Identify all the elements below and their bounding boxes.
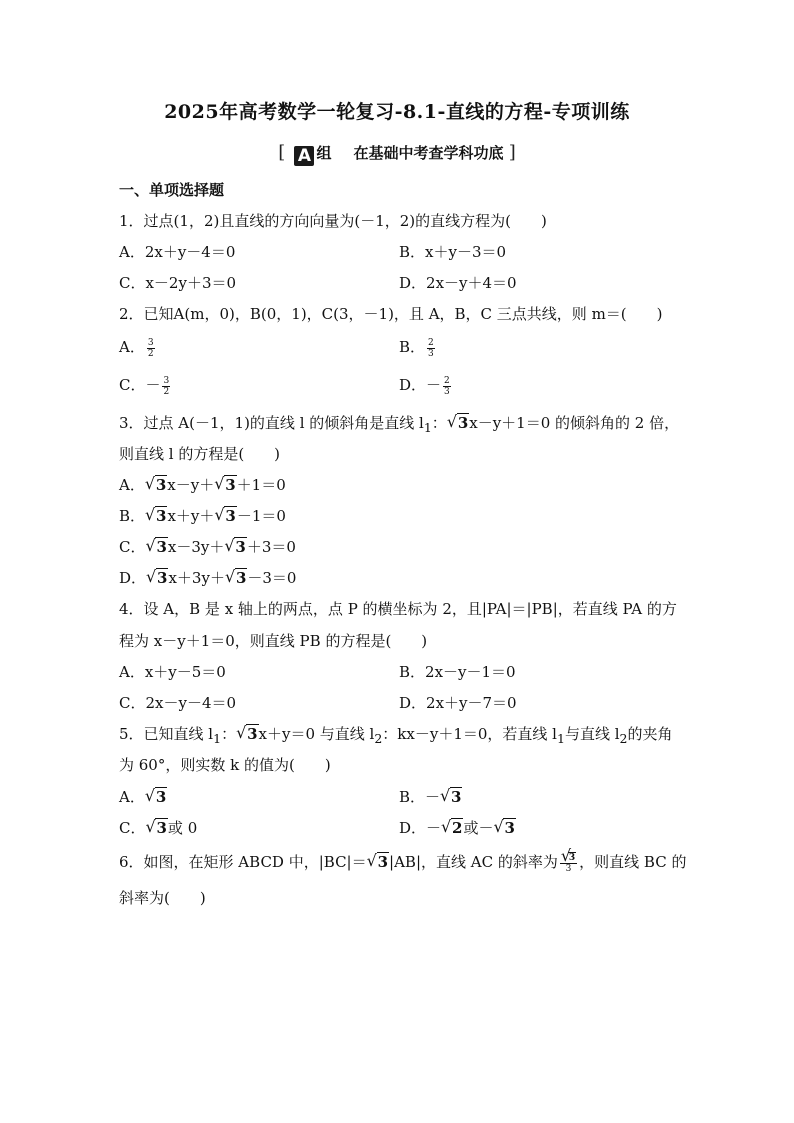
- question-5-stem: [119, 723, 672, 746]
- sqrt: [494, 819, 515, 837]
- question-4-option-d: D．2x＋y－7＝0: [399, 694, 517, 712]
- option-text: －1＝0: [236, 507, 286, 525]
- question-5-stem-line-2: 为 60°，则实数 k 的值为( ): [119, 756, 331, 774]
- question-1-stem: 1．过点(1，2)且直线的方向向量为(－1，2)的直线方程为( ): [119, 212, 547, 230]
- group-description: 在基础中考查学科功底: [353, 144, 504, 162]
- subscript: 1: [423, 420, 432, 435]
- question-1-option-b: B．x＋y－3＝0: [399, 243, 507, 261]
- radicand: 3: [377, 853, 389, 871]
- option-label: A．: [119, 338, 145, 356]
- question-4-stem: 4．设 A，B 是 x 轴上的两点，点 P 的横坐标为 2，且|PA|＝|PB|，若直线 PA 的方: [119, 600, 677, 618]
- q2-stem-part: A(m，0)，B(0，1)，C(3，－1)，且 A，B，C 三点共线，则 m＝( ): [173, 305, 663, 323]
- radicand: 3: [156, 507, 167, 525]
- q2-stem-part: 2．已知: [119, 305, 174, 323]
- option-label: B．: [399, 338, 426, 356]
- option-label: C．: [119, 538, 146, 556]
- q5-stem-part: 5．已知直线 l: [119, 725, 214, 743]
- subscript: 1: [213, 731, 222, 746]
- radicand: 3: [225, 507, 236, 525]
- sqrt: [237, 725, 258, 743]
- sqrt: [146, 538, 167, 556]
- sqrt: [146, 476, 167, 494]
- numerator: 2: [428, 337, 434, 348]
- q5-stem-part: x＋y＝0 与直线 l: [258, 725, 375, 743]
- question-3-option-a: [119, 474, 286, 495]
- denominator: 2: [163, 386, 170, 397]
- fraction: [162, 376, 170, 397]
- radicand: 3: [155, 788, 167, 806]
- question-2-option-d: [399, 374, 453, 397]
- question-3-option-d: [119, 567, 296, 588]
- radicand: 3: [235, 538, 246, 556]
- question-5-option-b: [399, 786, 462, 807]
- question-5-option-a: [119, 786, 167, 807]
- sqrt: [146, 819, 167, 837]
- fraction: [427, 338, 435, 359]
- option-label: D．: [119, 569, 147, 587]
- group-badge: A: [294, 146, 314, 166]
- numerator: [560, 853, 577, 864]
- q6-stem-part: |AB|，直线 AC 的斜率为: [389, 853, 558, 871]
- question-5-option-c: [119, 817, 197, 838]
- question-4-option-b: B．2x－y－1＝0: [399, 663, 516, 681]
- option-text: x－y＋: [167, 476, 215, 494]
- option-label: D．－: [399, 376, 442, 394]
- q6-stem-part: ，则直线 BC 的: [579, 853, 687, 871]
- option-text: ＋1＝0: [236, 476, 286, 494]
- option-label: A．: [119, 788, 145, 806]
- radicand: 3: [457, 414, 469, 432]
- right-bracket: ]: [508, 142, 516, 163]
- option-text: 或 0: [167, 819, 198, 837]
- sqrt: [442, 819, 463, 837]
- radicand: 3: [157, 569, 168, 587]
- denominator: 3: [565, 863, 572, 874]
- sqrt: [146, 788, 167, 806]
- radicand: 2: [452, 819, 463, 837]
- radicand: 3: [235, 569, 247, 587]
- question-2-stem: [119, 303, 663, 324]
- option-text: －3＝0: [247, 569, 297, 587]
- option-text: ＋3＝0: [246, 538, 296, 556]
- sqrt: [441, 788, 462, 806]
- option-text: x－3y＋: [167, 538, 225, 556]
- question-1-option-d: D．2x－y＋4＝0: [399, 274, 517, 292]
- sqrt: [225, 538, 246, 556]
- question-3-stem-line-2: 则直线 l 的方程是( ): [119, 445, 281, 463]
- fraction: [443, 376, 451, 397]
- denominator: 3: [444, 386, 450, 397]
- option-label: C．: [119, 819, 146, 837]
- question-2-option-a: [119, 336, 157, 359]
- fraction: [147, 338, 155, 359]
- question-4-option-a: A．x＋y－5＝0: [119, 663, 226, 681]
- numerator: 3: [147, 337, 154, 348]
- group-heading: [0, 142, 794, 166]
- sqrt: [215, 476, 236, 494]
- question-6-stem-line-2: 斜率为( ): [119, 889, 206, 907]
- option-label: B．: [119, 507, 146, 525]
- sqrt: [215, 507, 236, 525]
- radicand: 3: [451, 788, 462, 806]
- sqrt: [147, 569, 168, 587]
- radicand: 3: [568, 852, 576, 863]
- question-2-option-c: [119, 374, 172, 397]
- subscript: 1: [556, 731, 565, 746]
- radicand: 3: [155, 476, 167, 494]
- question-3-option-c: [119, 536, 296, 557]
- subscript: 2: [619, 731, 628, 746]
- subscript: 2: [374, 731, 383, 746]
- numerator: 3: [163, 375, 170, 386]
- q3-stem-part: 3．过点 A(－1，1)的直线 l 的倾斜角是直线 l: [119, 414, 424, 432]
- fraction: [560, 853, 577, 874]
- section-heading: 一、单项选择题: [119, 181, 225, 199]
- sqrt: [146, 507, 167, 525]
- q3-stem-part: ：: [431, 414, 447, 432]
- option-label: D．－: [399, 819, 442, 837]
- option-label: C．－: [119, 376, 161, 394]
- radicand: 3: [504, 819, 515, 837]
- question-1-option-a: A．2x＋y－4＝0: [119, 243, 236, 261]
- question-5-option-d: [399, 817, 516, 838]
- option-text: x＋3y＋: [168, 569, 225, 587]
- radicand: 3: [225, 476, 236, 494]
- sqrt: [562, 853, 576, 863]
- question-3-option-b: [119, 505, 286, 526]
- numerator: 2: [444, 375, 450, 386]
- question-4-stem-line-2: 程为 x－y＋1＝0，则直线 PB 的方程是( ): [119, 632, 428, 650]
- q5-stem-part: ：kx－y＋1＝0，若直线 l: [382, 725, 557, 743]
- option-label: A．: [119, 476, 145, 494]
- denominator: 3: [428, 348, 434, 359]
- option-text: 或－: [463, 819, 494, 837]
- question-4-option-c: C．2x－y－4＝0: [119, 694, 237, 712]
- question-2-option-b: [399, 336, 437, 359]
- q5-stem-part: 的夹角: [627, 725, 673, 743]
- radicand: 3: [247, 725, 258, 743]
- sqrt: [448, 414, 469, 432]
- option-text: x＋y＋: [167, 507, 215, 525]
- left-bracket: [: [278, 142, 286, 163]
- question-6-stem: [119, 851, 686, 874]
- q6-stem-part: 6．如图，在矩形 ABCD 中，|BC|＝: [119, 853, 367, 871]
- radicand: 3: [156, 538, 167, 556]
- page-title: 2025年高考数学一轮复习-8.1-直线的方程-专项训练: [164, 101, 630, 123]
- q5-stem-part: 与直线 l: [564, 725, 620, 743]
- sqrt: [226, 569, 247, 587]
- group-name: 组: [316, 144, 332, 162]
- sqrt: [368, 853, 389, 871]
- question-3-stem: [119, 412, 679, 435]
- option-label: B．－: [399, 788, 441, 806]
- question-1-option-c: C．x－2y＋3＝0: [119, 274, 237, 292]
- denominator: 2: [147, 348, 154, 359]
- q3-stem-part: x－y＋1＝0 的倾斜角的 2 倍，: [469, 414, 680, 432]
- radicand: 3: [156, 819, 167, 837]
- q5-stem-part: ：: [221, 725, 237, 743]
